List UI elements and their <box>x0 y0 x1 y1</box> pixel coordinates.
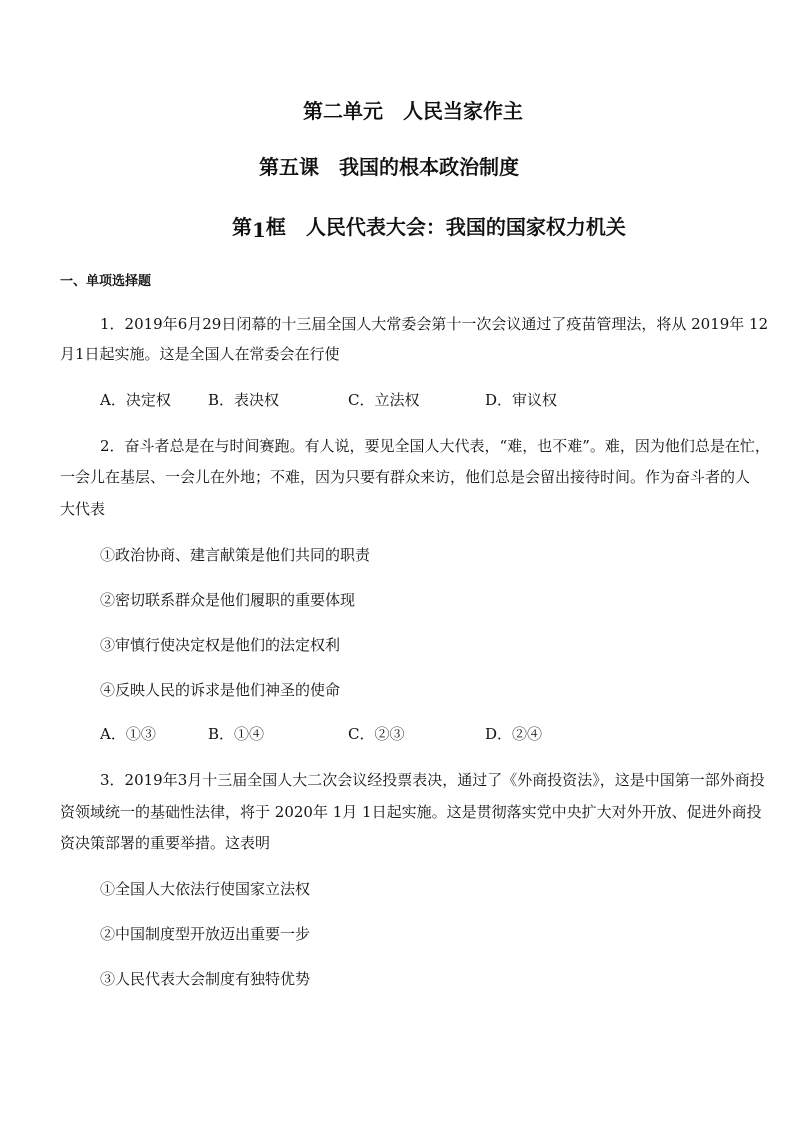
q3-item-3: ③人民代表大会制度有独特优势 <box>100 970 311 988</box>
q3-line-1: 3．2019年3月十三届全国人大二次会议经投票表决，通过了《外商投资法》，这是中国第一部外商投 <box>100 771 765 789</box>
q2-item-3: ③审慎行使决定权是他们的法定权利 <box>100 636 341 654</box>
frame-number: 1 <box>252 218 266 242</box>
q1-option-d: D．审议权 <box>485 391 558 409</box>
q2-option-b: B．①④ <box>208 725 265 743</box>
q2-option-c: C．②③ <box>348 725 405 743</box>
q3-item-2: ②中国制度型开放迈出重要一步 <box>100 925 311 943</box>
q2-item-4: ④反映人民的诉求是他们神圣的使命 <box>100 681 341 699</box>
q3-line-3: 资决策部署的重要举措。这表明 <box>60 834 271 852</box>
q1-line-1: 1．2019年6月29日闭幕的十三届全国人大常委会第十一次会议通过了疫苗管理法，将从 2019年 12 <box>100 315 769 333</box>
q1-option-c: C．立法权 <box>348 391 420 409</box>
q3-line-2: 资领域统一的基础性法律，将于 2020年 1月 1日起实施。这是贯彻落实党中央扩大对外开放、促进外商投 <box>60 803 762 821</box>
q3-item-1: ①全国人大依法行使国家立法权 <box>100 880 311 898</box>
q2-line-3: 大代表 <box>60 500 106 518</box>
q1-line-2: 月1日起实施。这是全国人在常委会在行使 <box>60 345 340 363</box>
q2-item-1: ①政治协商、建言献策是他们共同的职责 <box>100 546 371 564</box>
frame-title <box>232 211 626 240</box>
q2-line-1: 2．奋斗者总是在与时间赛跑。有人说，要见全国人大代表，“难，也不难”。难，因为他们总是在忙， <box>100 437 770 455</box>
section-title: 一、单项选择题 <box>60 274 152 289</box>
q1-option-b: B．表决权 <box>208 391 280 409</box>
unit-title: 第二单元 人民当家作主 <box>303 99 523 123</box>
frame-prefix: 第 <box>232 215 252 239</box>
q2-line-2: 一会儿在基层、一会儿在外地；不难，因为只要有群众来访，他们总是会留出接待时间。作为奋斗者的人 <box>60 468 751 486</box>
q2-option-d: D．②④ <box>485 725 543 743</box>
q2-option-a: A．①③ <box>100 725 156 743</box>
lesson-title: 第五课 我国的根本政治制度 <box>259 155 519 179</box>
q2-item-2: ②密切联系群众是他们履职的重要体现 <box>100 591 356 609</box>
frame-title-text: 框 人民代表大会：我国的国家权力机关 <box>265 215 626 239</box>
q1-option-a: A．决定权 <box>100 391 171 409</box>
